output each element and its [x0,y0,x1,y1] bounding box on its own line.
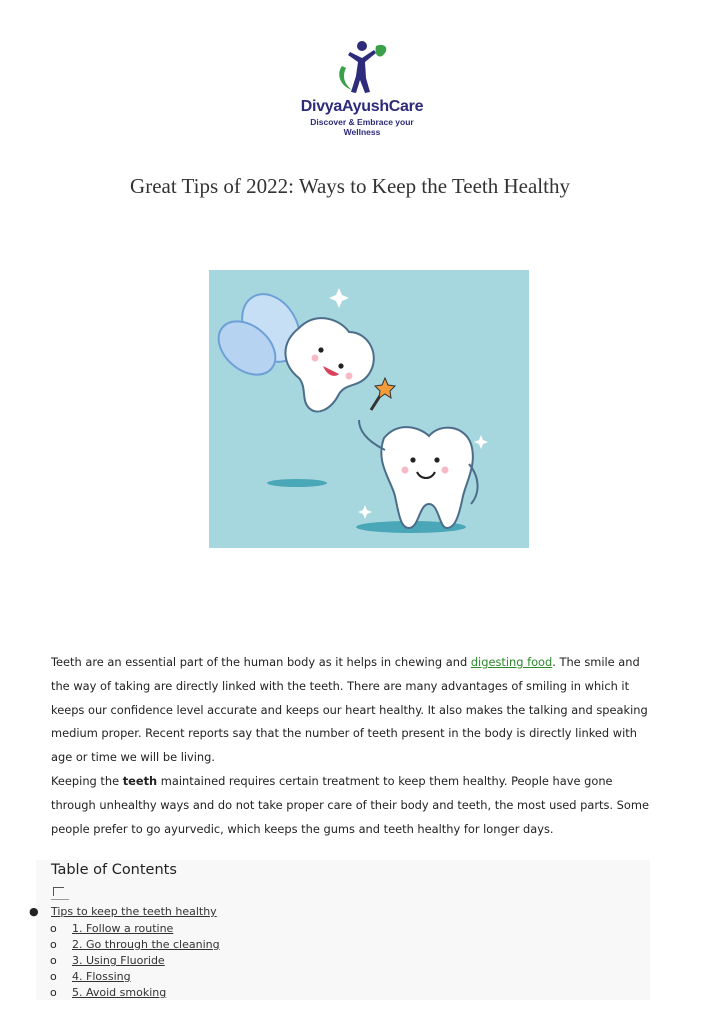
sub-bullet: o [50,938,57,951]
paragraph-2: Keeping the teeth maintained requires certain treatment to keep them healthy. People have gone through unhealthy ways and do not take proper care of their body and teeth, the most used parts. Some people prefer to go ayurvedic, which keeps the gums and teeth healthy for longer days. [51,773,649,836]
sub-bullet: o [50,954,57,967]
article-body [51,651,651,841]
toc-item-fluoride[interactable]: 3. Using Fluoride [72,954,165,967]
fairy-shadow [267,479,327,487]
toc-item-cleaning[interactable]: 2. Go through the cleaning [72,938,220,951]
digesting-food-link[interactable]: digesting food [470,655,553,669]
sub-bullet: o [50,970,57,983]
bold-teeth: teeth [122,773,158,788]
bullet-icon: ● [29,905,39,918]
toc-title: Table of Contents [51,862,177,878]
brand-logo [292,38,432,137]
tooth-eye [410,457,415,462]
logo-tagline: Discover & Embrace your Wellness [310,117,414,137]
paragraph-1: Teeth are an essential part of the human body as it helps in chewing and digesting food. The smile and the way of taking are directly linked with the teeth. There are many advantages of smiling in which it keeps our confidence level accurate and keeps our heart healthy. It also makes the talking and speaking medium proper. Recent reports say that the number of teeth present in the body is directly linked with age or time we will be living. [51,655,648,765]
fairy-eye [318,347,323,352]
toc-item-routine[interactable]: 1. Follow a routine [72,922,174,935]
logo-name: DivyaAyushCare [300,98,424,115]
fairy-eye [338,363,343,368]
tooth-fairy-illustration [209,270,529,548]
sub-bullet: o [50,986,57,999]
toc-toggle-icon[interactable] [51,885,69,900]
toc-item-flossing[interactable]: 4. Flossing [72,970,131,983]
sub-bullet: o [50,922,57,935]
wellness-figure-icon [332,38,392,94]
toc-item-smoking[interactable]: 5. Avoid smoking [72,986,167,999]
toc-item-tips[interactable]: Tips to keep the teeth healthy [51,905,217,918]
tooth-eye [434,457,439,462]
page-title: Great Tips of 2022: Ways to Keep the Teeth Healthy [130,174,570,198]
